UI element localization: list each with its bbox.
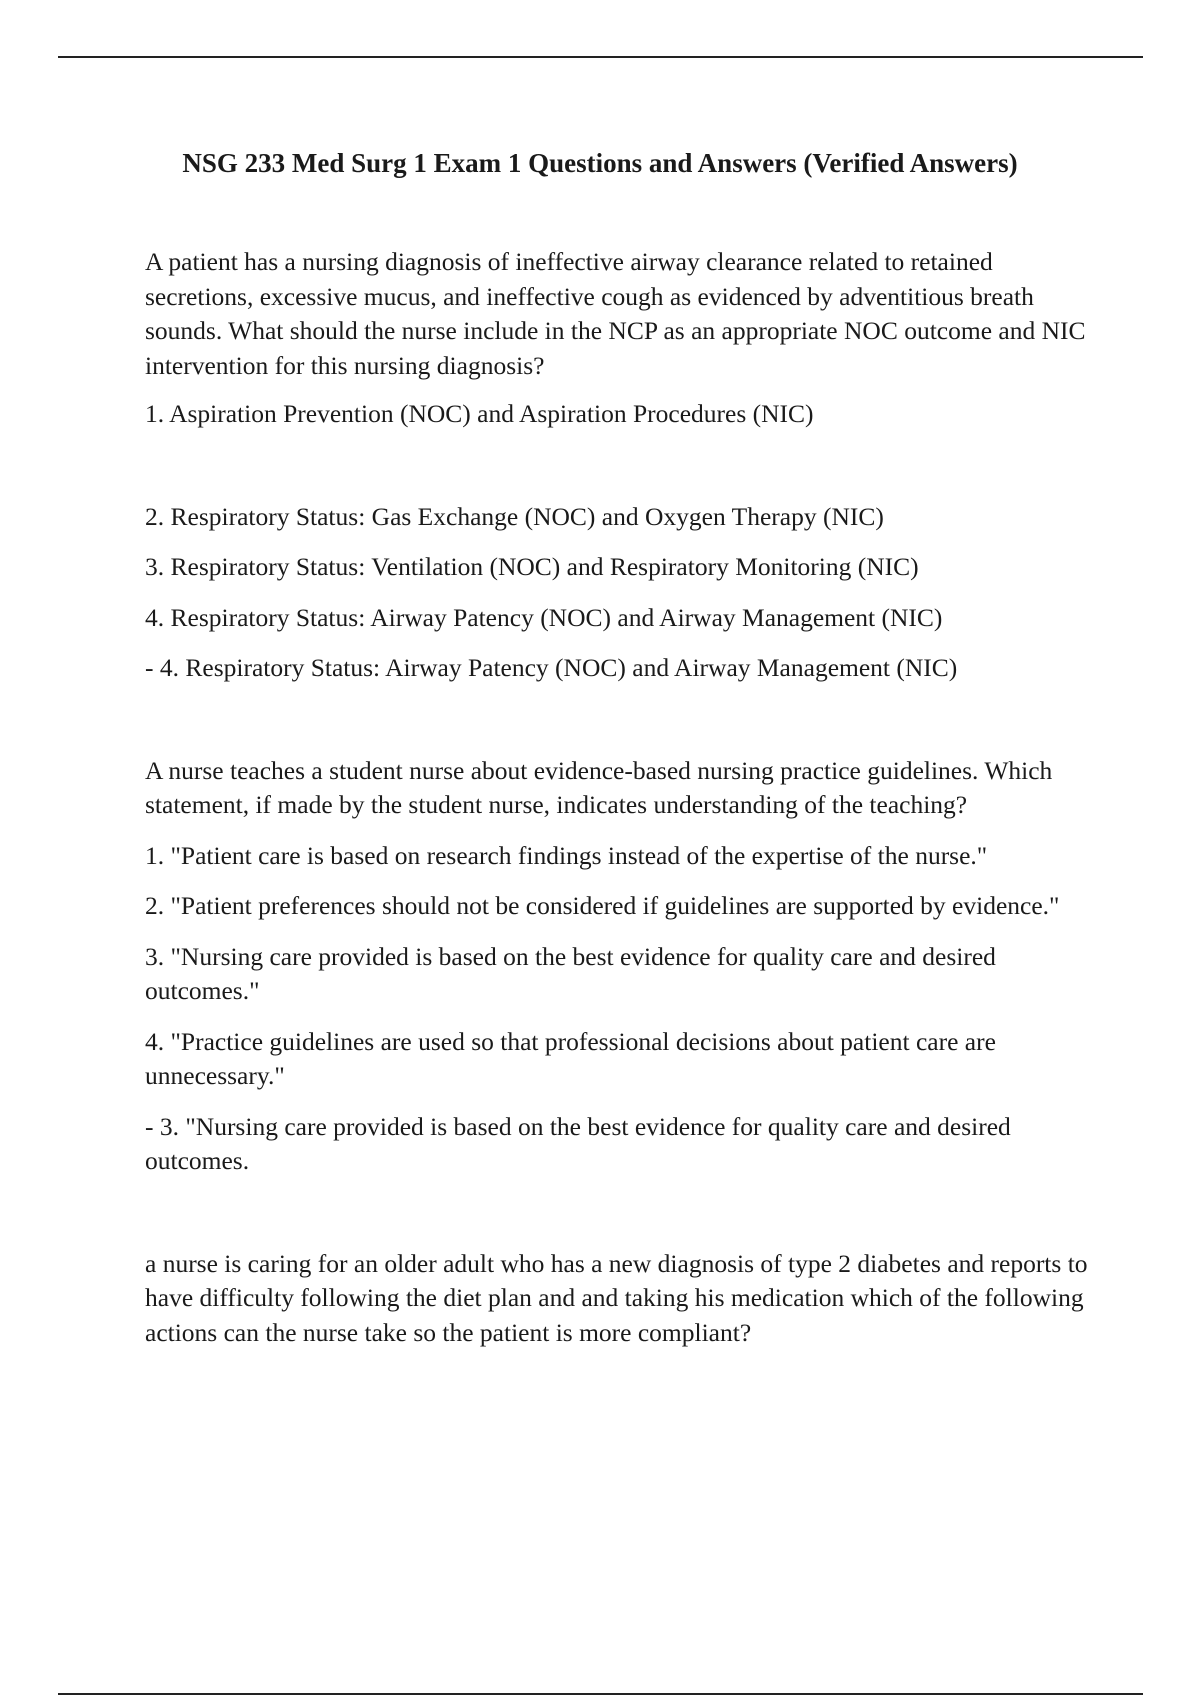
question-2-option-3: 3. "Nursing care provided is based on the best evidence for quality care and desired outcomes." xyxy=(145,941,996,1005)
question-3 xyxy=(145,1247,1095,1351)
top-rule xyxy=(58,56,1143,58)
question-1-option-4: 4. Respiratory Status: Airway Patency (NOC) and Airway Management (NIC) xyxy=(145,602,943,632)
question-1-stem: A patient has a nursing diagnosis of ineffective airway clearance related to retained secretions, excessive mucus, and ineffective cough as evidenced by adventitious breath sounds. What should the nurse include in the NCP as an appropriate NOC outcome and NIC intervention for this nursing diagnosis? xyxy=(145,247,1086,380)
question-1-option-2: 2. Respiratory Status: Gas Exchange (NOC) and Oxygen Therapy (NIC) xyxy=(145,501,884,531)
question-2-answer: - 3. "Nursing care provided is based on the best evidence for quality care and desired outcomes. xyxy=(145,1111,1011,1175)
question-3-stem: a nurse is caring for an older adult who has a new diagnosis of type 2 diabetes and reports to have difficulty following the diet plan and and taking his medication which of the following actions can the nurse take so the patient is more compliant? xyxy=(145,1248,1088,1347)
bottom-rule xyxy=(58,1693,1143,1695)
document-body xyxy=(145,245,1095,1350)
question-2-option-2: 2. "Patient preferences should not be considered if guidelines are supported by evidence." xyxy=(145,891,1060,920)
question-1-option-1: 1. Aspiration Prevention (NOC) and Aspiration Procedures (NIC) xyxy=(145,399,814,428)
question-1 xyxy=(145,245,1095,686)
question-2-option-4: 4. "Practice guidelines are used so that professional decisions about patient care are unnecessary." xyxy=(145,1026,996,1090)
question-1-answer: - 4. Respiratory Status: Airway Patency (NOC) and Airway Management (NIC) xyxy=(145,653,958,682)
question-2-stem: A nurse teaches a student nurse about evidence-based nursing practice guidelines. Which statement, if made by the student nurse, indicates understanding of the teaching? xyxy=(145,755,1053,819)
document-title: NSG 233 Med Surg 1 Exam 1 Questions and Answers (Verified Answers) xyxy=(182,148,1018,178)
question-2 xyxy=(145,754,1095,1179)
question-2-option-1: 1. "Patient care is based on research findings instead of the expertise of the nurse." xyxy=(145,840,988,870)
question-1-option-3: 3. Respiratory Status: Ventilation (NOC) and Respiratory Monitoring (NIC) xyxy=(145,552,919,581)
